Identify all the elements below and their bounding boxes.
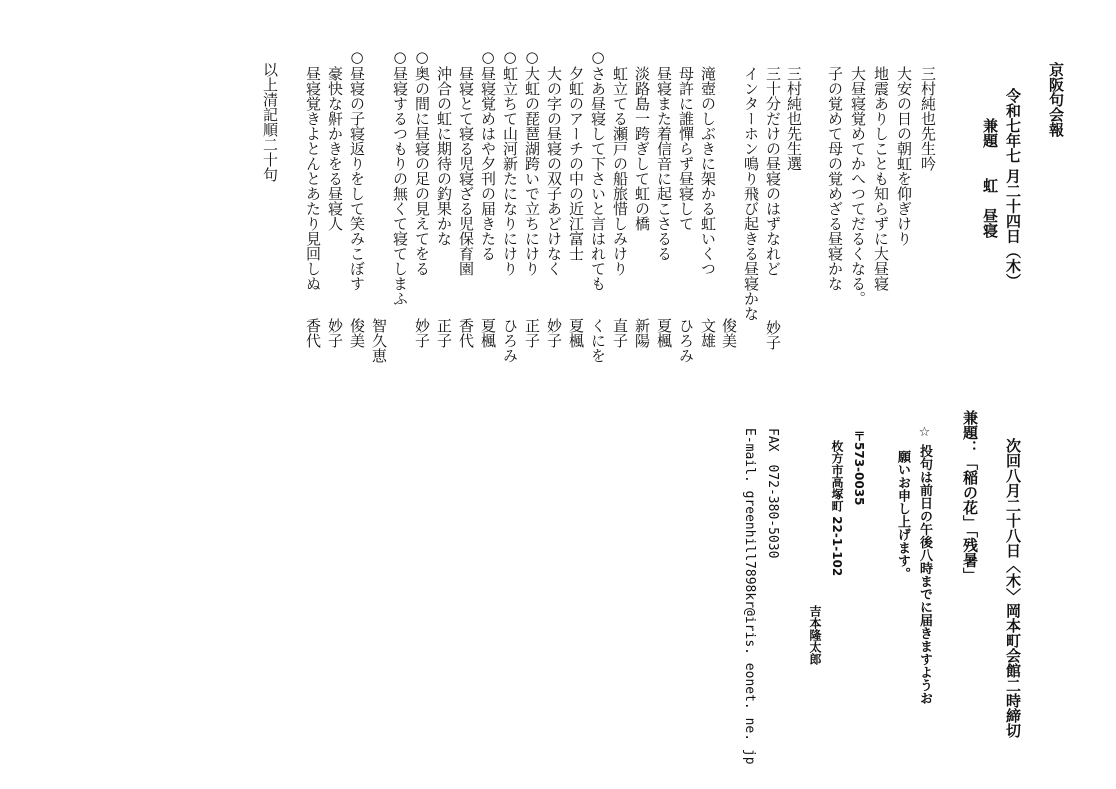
kendai-label: 兼題 bbox=[981, 118, 999, 148]
poem-author: 俊美 bbox=[720, 318, 738, 348]
poem-author: 妙子 bbox=[764, 320, 782, 350]
poem-text: ○さあ昼寝して下さいと言はれても bbox=[589, 48, 607, 291]
poem-text: ○虹立ちて山河新たになりにけり bbox=[501, 48, 519, 276]
poem-author: ひろみ bbox=[677, 318, 695, 363]
poem-author: くにを bbox=[589, 318, 607, 363]
poem-text: 夕虹のアーチの中の近江富士 bbox=[567, 66, 585, 261]
meeting-date: 令和七年七 月二十四日（木） bbox=[1004, 88, 1022, 289]
postal-code: 〒573-0035 bbox=[852, 430, 866, 506]
fax-number: FAX 072-380-5030 bbox=[765, 428, 780, 559]
selector-heading: 三村純也先生吟 bbox=[919, 66, 937, 171]
poem-author: 妙子 bbox=[326, 318, 344, 348]
poem-author: 香代 bbox=[457, 318, 475, 348]
poem-text: ○奥の間に昼寝の足の見えてをる bbox=[413, 48, 431, 276]
poem-author: 妙子 bbox=[545, 318, 563, 348]
poem-text: ○昼寝するつもりの無くて寝てしまふ bbox=[391, 48, 409, 306]
submission-notice: ☆ 投句は前日の午後八時までに届きますようお bbox=[917, 425, 932, 705]
submission-notice-cont: 願いお申し上げます。 bbox=[895, 450, 910, 580]
poem-text: 三十分だけの昼寝のはずなれど bbox=[764, 66, 782, 276]
poem-author: 夏楓 bbox=[567, 318, 585, 348]
address: 枚方市高塚町 22-1-102 bbox=[830, 440, 844, 577]
poem-author: 妙子 bbox=[413, 318, 431, 348]
poem-text: 滝壺のしぶきに架かる虹いくつ bbox=[699, 66, 717, 276]
selector-heading: 三村純也先生選 bbox=[785, 66, 803, 171]
kendai-words: 虹 昼寝 bbox=[981, 178, 999, 238]
poem-author: 新陽 bbox=[633, 318, 651, 348]
poem-author: 文雄 bbox=[699, 318, 717, 348]
poem-text: 母許に誰憚らず昼寝して bbox=[677, 66, 695, 231]
poem-text: 虹立てる瀬戸の船旅惜しみけり bbox=[611, 66, 629, 276]
poem-author: 智久恵 bbox=[370, 318, 388, 363]
poem-text: 沖合の虹に期待の釣果かな bbox=[435, 66, 453, 246]
newsletter-title: 京阪句会報 bbox=[1047, 62, 1065, 137]
poem-text: ○昼寝の子寝返りをして笑みこぼす bbox=[348, 48, 366, 291]
next-meeting-line: 次回八月二十八日〈木〉岡本町会館二時締切 bbox=[1004, 438, 1022, 738]
poem-text: 昼寝また着信音に起こさるる bbox=[655, 66, 673, 261]
poem-text: 豪快な鼾かきをる昼寝人 bbox=[326, 66, 344, 231]
poem-text: 子の覚めて母の覚めざる昼寝かな bbox=[826, 66, 844, 291]
poem-author: 正子 bbox=[435, 318, 453, 348]
poem-text: 大昼寝覚めてかへつてだるくなる。 bbox=[849, 66, 867, 306]
poem-author: 香代 bbox=[304, 318, 322, 348]
contact-name: 吉本隆太郎 bbox=[808, 605, 822, 665]
poem-text: 淡路島一跨ぎして虹の橋 bbox=[633, 66, 651, 231]
poem-text: 昼寝とて寝る児寝ざる児保育園 bbox=[457, 66, 475, 276]
email-address[interactable]: E-mail. greenhill7898kr@iris. eonet. ne. jp bbox=[742, 428, 757, 765]
poem-author: 正子 bbox=[523, 318, 541, 348]
poem-text: 昼寝覚きよとんとあたり見回しぬ bbox=[304, 66, 322, 291]
poem-author: 直子 bbox=[611, 318, 629, 348]
poem-text: ○大虹の琵琶湖跨いで立ちにけり bbox=[523, 48, 541, 276]
poem-author: 夏楓 bbox=[655, 318, 673, 348]
poem-author: 俊美 bbox=[348, 318, 366, 348]
poem-text: 地震ありしことも知らずに大昼寝 bbox=[872, 66, 890, 291]
next-kendai: 兼題：「稲の花」「残暑」 bbox=[961, 410, 979, 583]
poem-author: ひろみ bbox=[501, 318, 519, 363]
poem-author: 夏楓 bbox=[479, 318, 497, 348]
poem-text: 大安の日の朝虹を仰ぎけり bbox=[895, 66, 913, 246]
poem-text: 大の字の昼寝の双子あどけなく bbox=[545, 66, 563, 276]
summary-note: 以上清記順二十句 bbox=[261, 62, 279, 182]
poem-text: ○昼寝覚めはや夕刊の届きたる bbox=[479, 48, 497, 261]
poem-text: インターホン鳴り飛び起きる昼寝かな bbox=[742, 66, 760, 321]
